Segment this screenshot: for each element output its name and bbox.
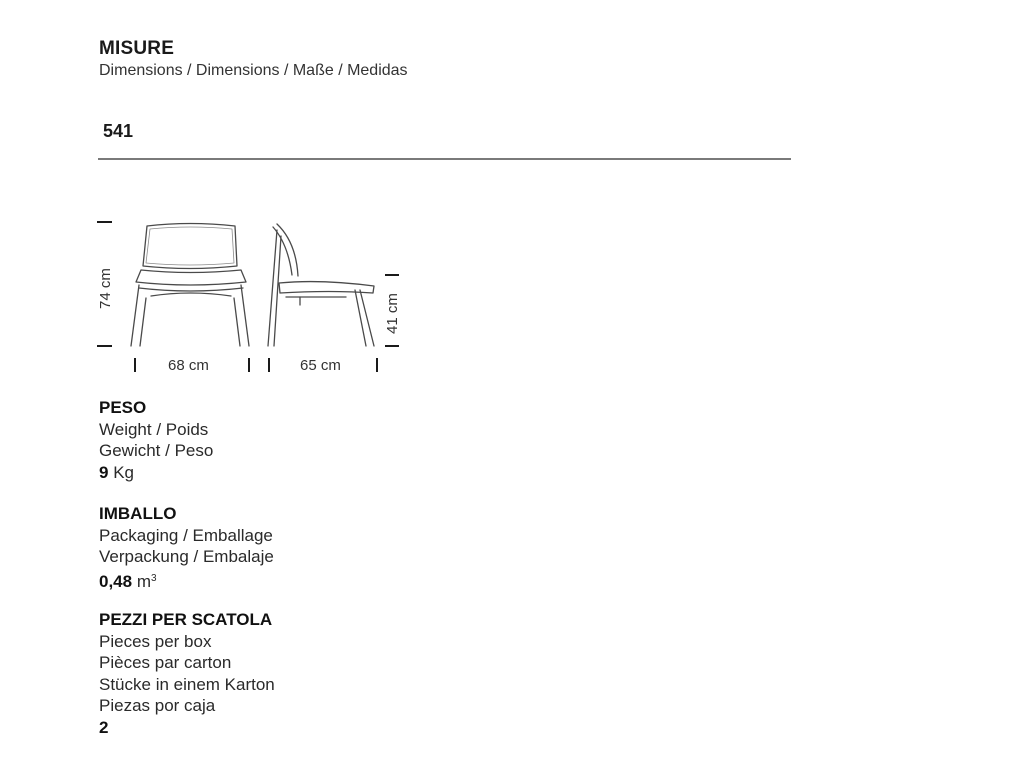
- weight-section: [99, 397, 213, 483]
- pieces-line-1: Pieces per box: [99, 631, 212, 651]
- packaging-section: [99, 503, 274, 592]
- weight-line-2: Gewicht / Peso: [99, 441, 214, 460]
- pieces-section: [99, 609, 275, 738]
- weight-heading: PESO: [99, 398, 147, 417]
- seat-height-label: 41 cm: [384, 293, 401, 334]
- page-subtitle: Dimensions / Dimensions / Maße / Medidas: [99, 62, 408, 79]
- dimension-ticks: [97, 222, 399, 372]
- model-number: 541: [103, 121, 134, 141]
- height-label: 74 cm: [97, 268, 114, 309]
- pieces-line-3: Stücke in einem Karton: [99, 674, 275, 694]
- pieces-line-4: Piezas por caja: [99, 696, 216, 715]
- packaging-heading: IMBALLO: [99, 504, 177, 523]
- page-title: MISURE: [99, 38, 175, 59]
- packaging-line-1: Packaging / Emballage: [99, 525, 273, 545]
- depth-label: 65 cm: [300, 357, 341, 374]
- pieces-value: 2: [99, 717, 109, 737]
- pieces-line-2: Pièces par carton: [99, 653, 232, 672]
- section-divider: [98, 158, 791, 160]
- pieces-heading: PEZZI PER SCATOLA: [99, 610, 273, 629]
- weight-value: 9 Kg: [99, 462, 134, 482]
- chair-side-view: [268, 224, 374, 346]
- width-label: 68 cm: [168, 357, 209, 374]
- chair-front-view: [131, 224, 249, 347]
- packaging-line-2: Verpackung / Embalaje: [99, 547, 274, 566]
- packaging-value: 0,48 $m^3$: [99, 571, 157, 591]
- weight-line-1: Weight / Poids: [99, 419, 209, 439]
